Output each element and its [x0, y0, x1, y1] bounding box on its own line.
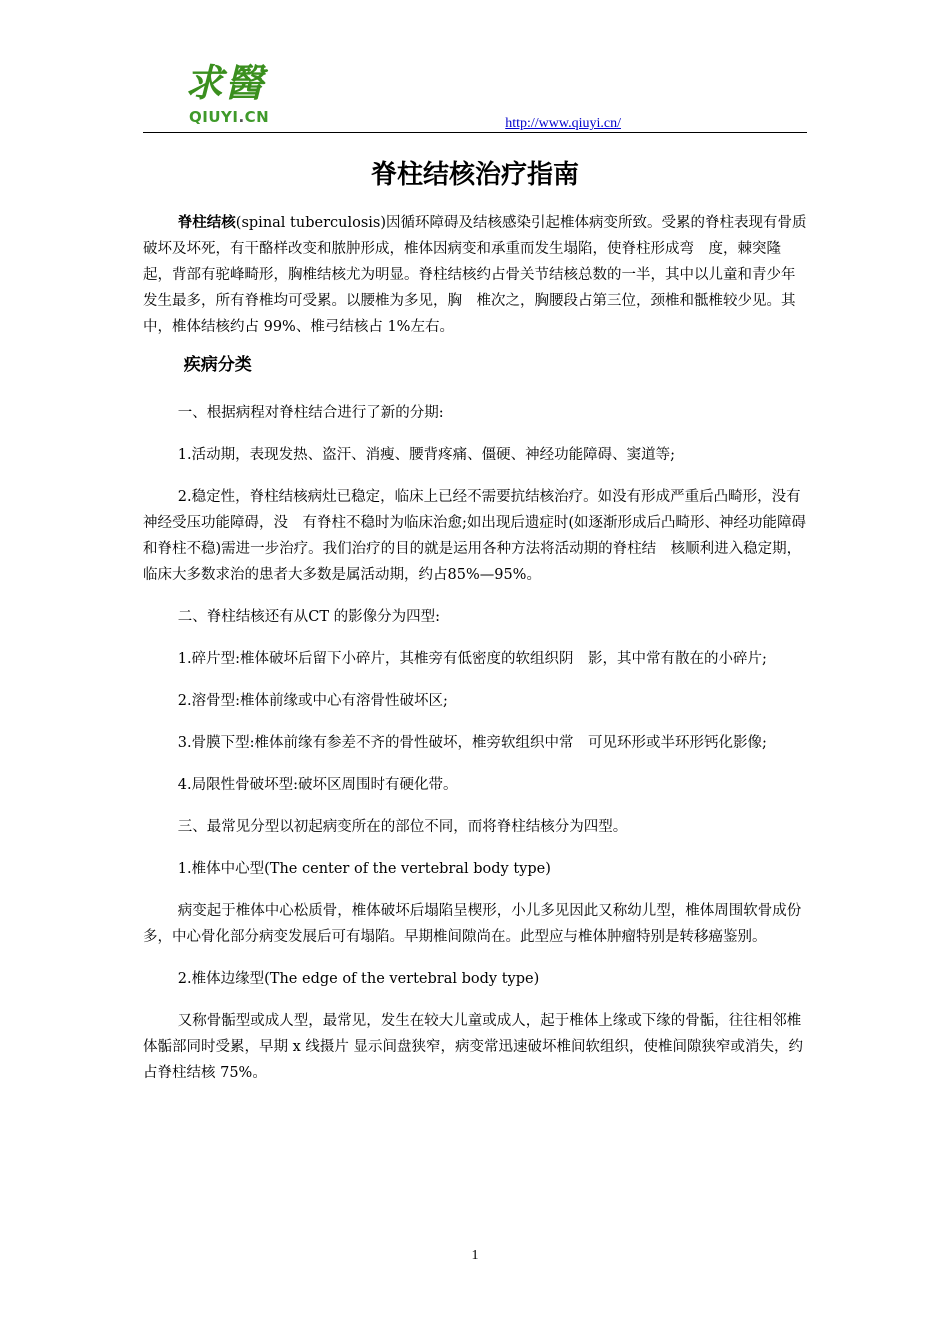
document-body — [143, 210, 807, 1086]
paragraph: 2.溶骨型:椎体前缘或中心有溶骨性破坏区; — [177, 693, 448, 709]
paragraph: 2.椎体边缘型(The edge of the vertebral body type) — [177, 971, 540, 987]
intro-text: (spinal tuberculosis)因循环障碍及结核感染引起椎体病变所致。受累的脊柱表现有骨质破坏及坏死，有干酪样改变和脓肿形成，椎体因病变和承重而发生塌陷，使脊柱形成弯 度，棘突隆起，背部有驼峰畸形，胸椎结核尤为明显。脊柱结核约占骨关节结核总数的一半，其中以儿童和青少年发生最多，所有脊椎均可受累。以腰椎为多见，胸 椎次之，胸腰段占第三位，颈椎和骶椎较少见。其中，椎体结核约占 99%、椎弓结核占 1%左右。 — [143, 215, 807, 335]
section-title: 疾病分类 — [183, 355, 252, 375]
qiuyi-logo[interactable] — [185, 60, 305, 132]
paragraph: 一、根据病程对脊柱结合进行了新的分期: — [177, 405, 444, 421]
logo-en-dot: . — [238, 108, 245, 126]
paragraph: 3.骨膜下型:椎体前缘有参差不齐的骨性破坏，椎旁软组织中常 可见环形或半环形钙化影像; — [177, 735, 767, 751]
paragraph: 1.椎体中心型(The center of the vertebral body type) — [177, 861, 551, 877]
page-number: 1 — [471, 1248, 479, 1263]
intro-paragraph — [143, 210, 807, 340]
logo-en-b: CN — [244, 108, 270, 126]
logo-en-a: QIUYI — [189, 108, 239, 126]
paragraph: 1.碎片型:椎体破坏后留下小碎片，其椎旁有低密度的软组织阴 影，其中常有散在的小碎片; — [177, 651, 767, 667]
paragraph: 4.局限性骨破坏型:破坏区周围时有硬化带。 — [177, 777, 458, 793]
paragraph: 三、最常见分型以初起病变所在的部位不同，而将脊柱结核分为四型。 — [177, 819, 628, 835]
paragraph: 二、脊柱结核还有从CT 的影像分为四型: — [177, 609, 441, 625]
site-url-link[interactable]: http://www.qiuyi.cn/ — [505, 116, 621, 131]
paragraph: 病变起于椎体中心松质骨，椎体破坏后塌陷呈楔形，小儿多见因此又称幼儿型，椎体周围软骨成份多，中心骨化部分病变发展后可有塌陷。早期椎间隙尚在。此型应与椎体肿瘤特别是转移癌鉴别。 — [143, 903, 802, 945]
paragraph: 又称骨骺型或成人型，最常见，发生在较大儿童或成人，起于椎体上缘或下缘的骨骺，往往相邻椎体骺部同时受累，早期 x 线摄片 显示间盘狭窄，病变常迅速破坏椎间软组织，使椎间隙狭窄或消失，约占脊柱结核 75%。 — [143, 1013, 804, 1081]
logo-english-text — [189, 108, 269, 126]
paragraph: 2.稳定性，脊柱结核病灶已稳定，临床上已经不需要抗结核治疗。如没有形成严重后凸畸形，没有神经受压功能障碍，没 有脊柱不稳时为临床治愈;如出现后遗症时(如逐渐形成后凸畸形、神经功能障碍和脊柱不稳)需进一步治疗。我们治疗的目的就是运用各种方法将活动期的脊柱结 核顺利进入稳定期，临床大多数求治的患者大多数是属活动期，约占85%—95%。 — [143, 489, 807, 583]
page-header — [143, 58, 807, 134]
logo-chinese-text: 求醫 — [185, 60, 266, 105]
document-title: 脊柱结核治疗指南 — [370, 160, 579, 190]
header-divider — [143, 132, 807, 133]
intro-term: 脊柱结核 — [177, 215, 236, 231]
paragraph: 1.活动期，表现发热、盗汗、消瘦、腰背疼痛、僵硬、神经功能障碍、窦道等; — [177, 447, 676, 463]
